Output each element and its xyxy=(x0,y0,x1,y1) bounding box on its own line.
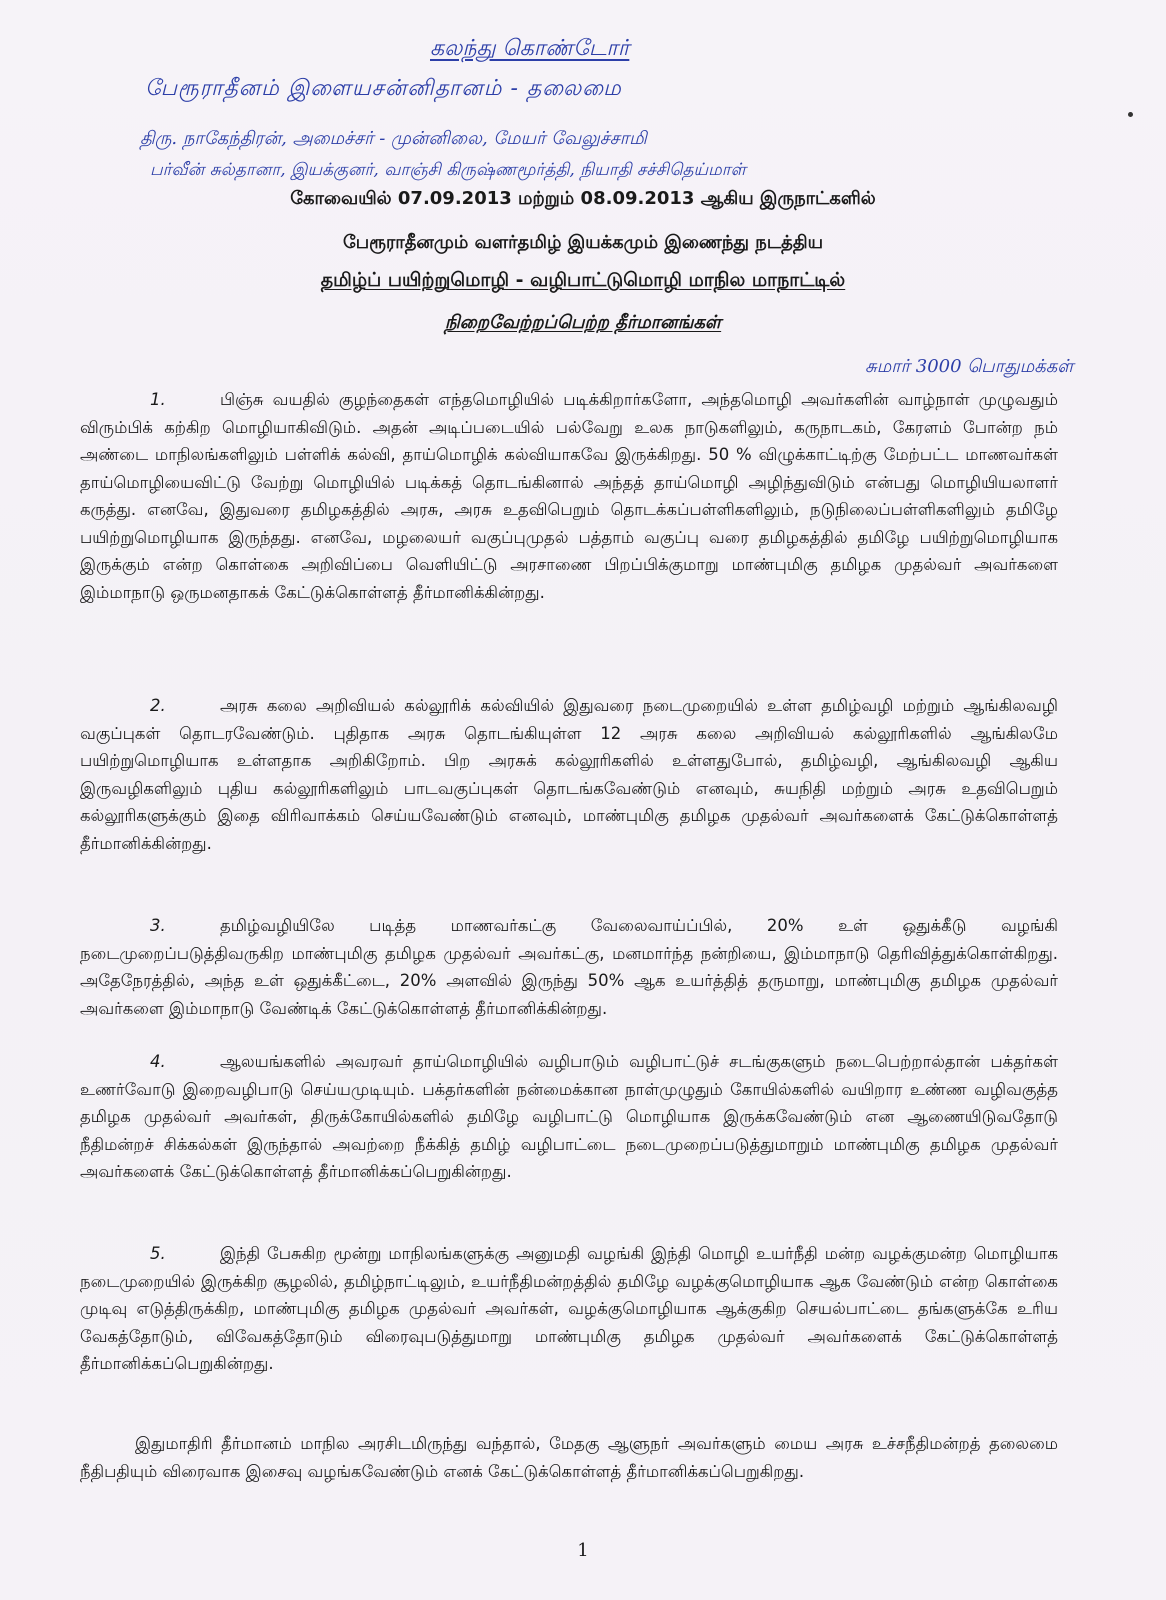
resolution-2 xyxy=(80,692,1058,857)
handwritten-line-3: பர்வீன் சுல்தானா, இயக்குனர், வாஞ்சி கிருஷ்ணமூர்த்தி, நியாதி சச்சிதெய்மாள் xyxy=(150,160,746,180)
resolution-text: அரசு கலை அறிவியல் கல்லூரிக் கல்வியில் இதுவரை நடைமுறையில் உள்ள தமிழ்வழி மற்றும் ஆங்கிலவழி வகுப்புகள் தொடரவேண்டும். புதிதாக அரசு தொடங்கியுள்ள 12 அரசு கலை அறிவியல் கல்லூரிகளில் ஆங்கிலமே பயிற்றுமொழியாக உள்ளதாக அறிகிறோம். பிற அரசுக் கல்லூரிகளில் உள்ளதுபோல், தமிழ்வழி, ஆங்கிலவழி ஆகிய இருவழிகளிலும் புதிய கல்லூரிகளிலும் பாடவகுப்புகள் தொடங்கவேண்டும் எனவும், சுயநிதி மற்றும் அரசு உதவிபெறும் கல்லூரிகளுக்கும் இதை விரிவாக்கம் செய்யவேண்டும் எனவும், மாண்புமிகு தமிழக முதல்வர் அவர்களைக் கேட்டுக்கொள்ளத் தீர்மானிக்கின்றது. xyxy=(80,696,1058,853)
resolution-number: 1. xyxy=(150,390,166,409)
resolution-number: 5. xyxy=(150,1244,166,1263)
resolution-5 xyxy=(80,1240,1058,1378)
handwritten-heading: கலந்து கொண்டோர் xyxy=(430,36,630,61)
resolution-number: 4. xyxy=(150,1052,166,1071)
resolution-text: இந்தி பேசுகிற மூன்று மாநிலங்களுக்கு அனுமதி வழங்கி இந்தி மொழி உயர்நீதி மன்ற வழக்குமன்ற மொழியாக நடைமுறையில் இருக்கிற சூழலில், தமிழ்நாட்டிலும், உயர்நீதிமன்றத்தில் தமிழே வழக்குமொழியாக ஆக வேண்டும் என்ற கொள்கை முடிவு எடுத்திருக்கிற, மாண்புமிகு தமிழக முதல்வர் அவர்கள், வழக்குமொழியாக ஆக்குகிற செயல்பாட்டை தங்களுக்கே உரிய வேகத்தோடும், விவேகத்தோடும் விரைவுபடுத்துமாறு மாண்புமிகு தமிழக முதல்வர் அவர்களைக் கேட்டுக்கொள்ளத் தீர்மானிக்கப்பெறுகின்றது. xyxy=(80,1244,1058,1373)
header-resolutions-title: நிறைவேற்றப்பெற்ற தீர்மானங்கள் xyxy=(444,312,722,333)
resolution-number: 3. xyxy=(150,916,166,935)
closing-text: இதுமாதிரி தீர்மானம் மாநில அரசிடமிருந்து வந்தால், மேதகு ஆளுநர் அவர்களும் மைய அரசு உச்சநீதிமன்றத் தலைமை நீதிபதியும் விரைவாக இசைவு வழங்கவேண்டும் எனக் கேட்டுக்கொள்ளத் தீர்மானிக்கப்பெறுகிறது. xyxy=(80,1434,1058,1481)
resolution-3 xyxy=(80,912,1058,1022)
handwritten-line-1: பேரூராதீனம் இளையசன்னிதானம் - தலைமை xyxy=(145,76,622,101)
header-organizers-line: பேரூராதீனமும் வளர்தமிழ் இயக்கமும் இணைந்து நடத்திய xyxy=(342,232,824,253)
resolution-text: பிஞ்சு வயதில் குழந்தைகள் எந்தமொழியில் படிக்கிறார்களோ, அந்தமொழி அவர்களின் வாழ்நாள் முழுவதும் விரும்பிக் கற்கிற மொழியாகிவிடும். அதன் அடிப்படையில் பல்வேறு உலக நாடுகளிலும், கருநாடகம், கேரளம் போன்ற நம் அண்டை மாநிலங்களிலும் பள்ளிக் கல்வி, தாய்மொழிக் கல்வியாகவே இருக்கிறது. 50 % விழுக்காட்டிற்கு மேற்பட்ட மாணவர்கள் தாய்மொழியைவிட்டு வேற்று மொழியில் படிக்கத் தொடங்கினால் அந்தத் தாய்மொழி அழிந்துவிடும் என்பது மொழியியலாளர் கருத்து. எனவே, இதுவரை தமிழகத்தில் அரசு, அரசு உதவிபெறும் தொடக்கப்பள்ளிகளிலும், நடுநிலைப்பள்ளிகளிலும் தமிழே பயிற்றுமொழியாக இருந்தது. எனவே, மழலையர் வகுப்புமுதல் பத்தாம் வகுப்பு வரை தமிழகத்தில் தமிழே பயிற்றுமொழியாக இருக்கும் என்ற கொள்கை அறிவிப்பை வெளியிட்டு அரசாணை பிறப்பிக்குமாறு மாண்புமிகு தமிழக முதல்வர் அவர்களை இம்மாநாடு ஒருமனதாகக் கேட்டுக்கொள்ளத் தீர்மானிக்கின்றது. xyxy=(80,390,1058,602)
handwritten-attendance: சுமார் 3000 பொதுமக்கள் xyxy=(865,356,1074,377)
resolution-1 xyxy=(80,386,1058,606)
ink-dot xyxy=(1128,112,1133,117)
closing-paragraph xyxy=(80,1430,1058,1485)
resolution-4 xyxy=(80,1048,1058,1186)
resolution-text: ஆலயங்களில் அவரவர் தாய்மொழியில் வழிபாடும் வழிபாட்டுச் சடங்குகளும் நடைபெற்றால்தான் பக்தர்கள் உணர்வோடு இறைவழிபாடு செய்யமுடியும். பக்தர்களின் நன்மைக்கான நாள்முழுதும் கோயில்களில் வயிறார உண்ண வழிவகுத்த தமிழக முதல்வர் அவர்கள், திருக்கோயில்களில் தமிழே வழிபாட்டு மொழியாக இருக்கவேண்டும் என ஆணையிடுவதோடு நீதிமன்றச் சிக்கல்கள் இருந்தால் அவற்றை நீக்கித் தமிழ் வழிபாட்டை நடைமுறைப்படுத்துமாறும் மாண்புமிகு தமிழக முதல்வர் அவர்களைக் கேட்டுக்கொள்ளத் தீர்மானிக்கப்பெறுகின்றது. xyxy=(80,1052,1058,1181)
resolution-number: 2. xyxy=(150,696,166,715)
handwritten-line-2: திரு. நாகேந்திரன், அமைச்சர் - முன்னிலை, மேயர் வேலுச்சாமி xyxy=(140,128,647,149)
page-number: 1 xyxy=(577,1540,589,1561)
resolution-text: தமிழ்வழியிலே படித்த மாணவர்கட்கு வேலைவாய்ப்பில், 20% உள் ஒதுக்கீடு வழங்கி நடைமுறைப்படுத்திவருகிற மாண்புமிகு தமிழக முதல்வர் அவர்கட்கு, மனமார்ந்த நன்றியை, இம்மாநாடு தெரிவித்துக்கொள்கிறது. அதேநேரத்தில், அந்த உள் ஒதுக்கீட்டை, 20% அளவில் இருந்து 50% ஆக உயர்த்தித் தருமாறு, மாண்புமிகு தமிழக முதல்வர் அவர்களை இம்மாநாடு வேண்டிக் கேட்டுக்கொள்ளத் தீர்மானிக்கின்றது. xyxy=(80,916,1058,1018)
header-conference-title: தமிழ்ப் பயிற்றுமொழி - வழிபாட்டுமொழி மாநில மாநாட்டில் xyxy=(320,269,846,291)
header-date-line: கோவையில் 07.09.2013 மற்றும் 08.09.2013 ஆகிய இருநாட்களில் xyxy=(290,188,876,209)
